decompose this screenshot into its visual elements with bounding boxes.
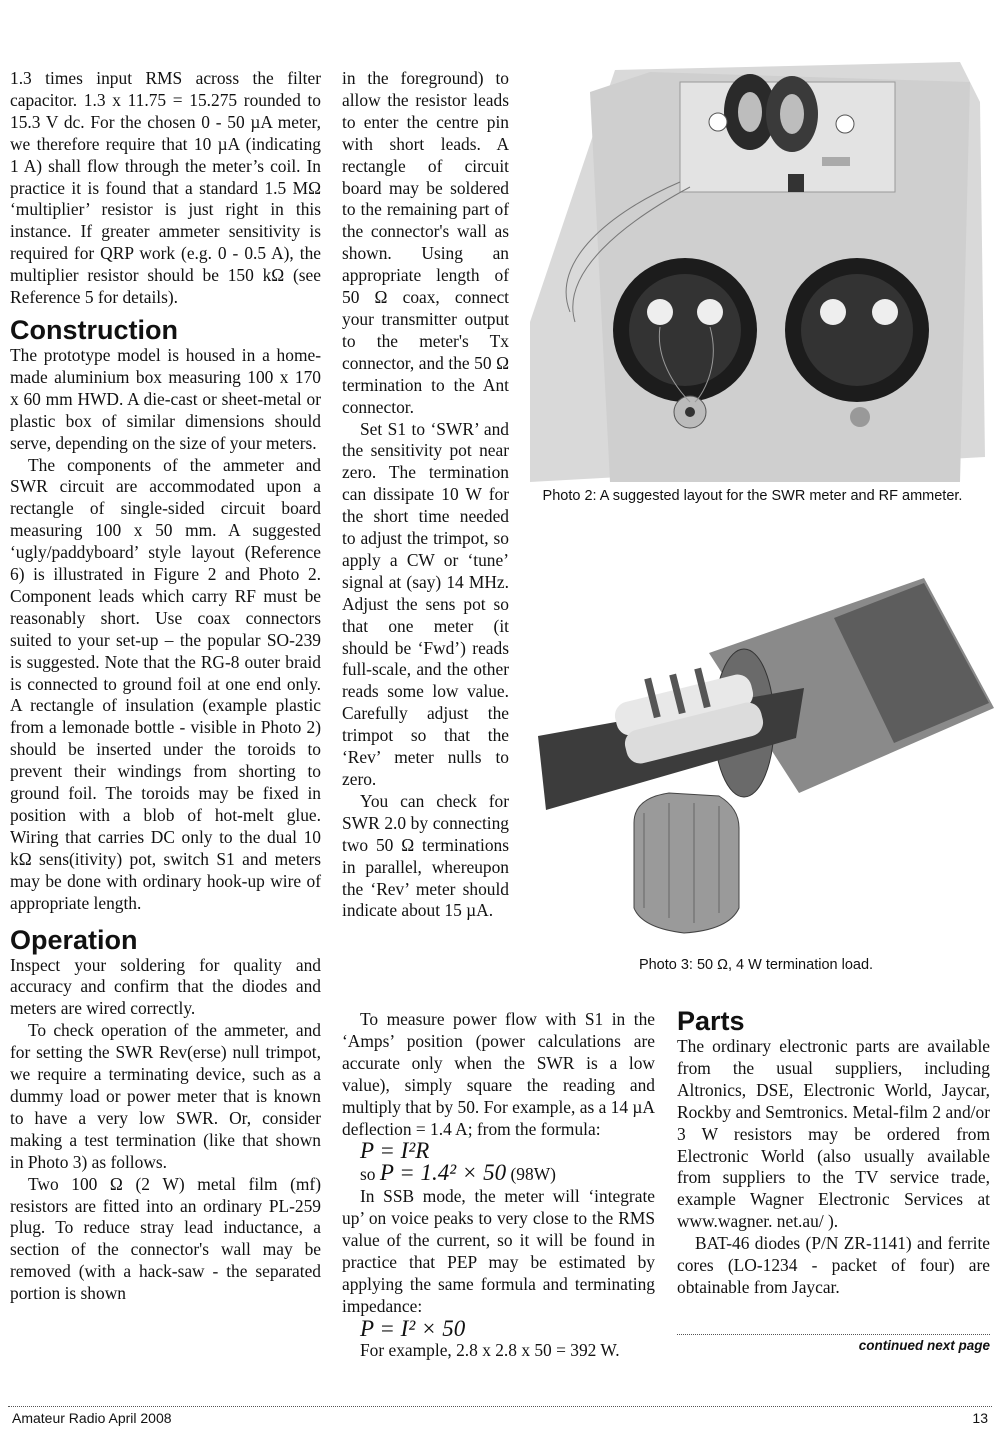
paragraph-construction-1: The prototype model is housed in a home-made aluminium box measuring 100 x 170 x 60 mm HWD. A die-cast or sheet-metal or plastic box of similar dimensions should serve, depending on the size of your meters. (10, 344, 321, 453)
heading-parts: Parts (677, 1006, 745, 1036)
paragraph-continued: in the foreground) to allow the resistor leads to enter the centre pin with short leads. A rectangle of circuit board may be soldered to the remaining part of the connector's wall as shown. Using an appropriate length of 50 Ω coax, connect your transmitter output to the meter's Tx connector, and the 50 Ω termination to the Ant connector. (342, 68, 509, 417)
equation-power-1: P = I²R (360, 1138, 430, 1164)
heading-construction: Construction (10, 314, 178, 345)
equation-formula: P = 1.4² × 50 (379, 1160, 507, 1186)
paragraph-parts-2: BAT-46 diodes (P/N ZR-1141) and ferrite cores (LO-1234 - packet of four) are obtainable from Jaycar. (677, 1233, 990, 1297)
column-3 (677, 1006, 990, 1299)
paragraph-construction-2: The components of the ammeter and SWR circuit are accommodated upon a rectangle of single-sided circuit board measuring 100 x 50 mm. A suggested ‘ugly/paddyboard’ style layout (Reference 6) is illustrated in Figure 2 and Photo 2. Component leads which carry RF must be reasonably short. Use coax connectors suited to your set-up – the popular SO-239 is suggested. Note that the RG-8 outer braid is connected to ground foil at one end only. A rectangle of insulation (example plastic from a lemonade bottle - visible in Photo 2) should be inserted under the toroids to prevent their windings from shorting to ground foil. The toroids may be fixed in position with a blob of hot-melt glue. Wiring that carries DC only to the dual 10 kΩ sens(itivity) pot, switch S1 and meters may be done with ordinary hook-up wire of appropriate length. (10, 454, 321, 913)
photo-3-termination-load (534, 578, 994, 950)
footer-page-number: 13 (972, 1410, 988, 1426)
paragraph-ssb-mode: In SSB mode, the meter will ‘integrate up’ on voice peaks to very close to the RMS value of the current, so it will be found in practice that PEP may be estimated by applying the same formula and terminating impedance: (342, 1186, 655, 1316)
photo-2-caption: Photo 2: A suggested layout for the SWR meter and RF ammeter. (542, 488, 963, 504)
equation-result: (98W) (510, 1164, 556, 1185)
photo-2-swr-meter-layout (530, 62, 992, 482)
paragraph-operation-2: To check operation of the ammeter, and for setting the SWR Rev(erse) null trimpot, we require a terminating device, such as a dummy load or power meter that is known to have a very low SWR. Or, consider making a test termination (like that shown in Photo 3) as follows. (10, 1020, 321, 1172)
paragraph-parts-1: The ordinary electronic parts are available from the usual suppliers, including Altronics, DSE, Electronic World, Jaycar, Rockby and Semtronics. Metal-film 2 and/or 3 W resistors may be ordered from Electronic World (also usually available from suppliers to the TV service trade, example Wagner Electronic Services at www.wagner. net.au/ ). (677, 1036, 990, 1232)
paragraph-example: For example, 2.8 x 2.8 x 50 = 392 W. (360, 1339, 620, 1360)
column-1 (10, 68, 321, 1305)
paragraph-measure-power: To measure power flow with S1 in the ‘Amps’ position (power calculations are accurate only when the SWR is a low value), simply square the reading and multiply that by 50. For example, as a 14 µA deflection = 1.4 A; from the formula: (342, 1009, 655, 1139)
continued-rule (677, 1334, 990, 1335)
paragraph-set-s1: Set S1 to ‘SWR’ and the sensitivity pot near zero. The termination can dissipate 10 W for the short time needed to adjust the trimpot, so apply a CW or ‘tune’ signal at (say) 14 MHz. Adjust the sens pot so that one meter (it should be ‘Fwd’) reads full-scale, and the other reads some low value. Carefully adjust the trimpot so that the ‘Rev’ meter nulls to zero. (342, 418, 509, 789)
heading-operation: Operation (10, 924, 138, 955)
photo-3-caption: Photo 3: 50 Ω, 4 W termination load. (638, 957, 874, 973)
equation-power-3: P = I² × 50 (360, 1315, 466, 1341)
footer-rule (8, 1406, 992, 1407)
photo-2-image (530, 62, 992, 482)
paragraph-operation-3: Two 100 Ω (2 W) metal film (mf) resistors are fitted into an ordinary PL-259 plug. To reduce stray lead inductance, a section of the connector's wall may be removed (with a hack-saw - the separated portion is shown (10, 1173, 321, 1304)
continued-next-page: continued next page (858, 1338, 990, 1353)
column-2 (342, 68, 509, 922)
column-2-lower (342, 1009, 655, 1362)
paragraph-check-swr: You can check for SWR 2.0 by connecting two 50 Ω terminations in parallel, whereupon the ‘Rev’ meter should indicate about 15 µA. (342, 790, 509, 921)
footer-publication: Amateur Radio April 2008 (12, 1410, 172, 1426)
equation-power-2 (342, 1162, 655, 1186)
equation-prefix: so (360, 1164, 376, 1185)
paragraph-operation-1: Inspect your soldering for quality and accuracy and confirm that the diodes and meters are wired correctly. (10, 954, 321, 1019)
paragraph-intro: 1.3 times input RMS across the filter capacitor. 1.3 x 11.75 = 15.275 rounded to 15.3 V dc. For the chosen 0 - 50 µA meter, we therefore require that 10 µA (indicating 1 A) shall flow through the meter’s coil. In practice it is found that a standard 1.5 MΩ ‘multiplier’ resistor is just right in this instance. If greater ammeter sensitivity is required for QRP work (e.g. 0 - 0.5 A), the multiplier resistor should be 150 kΩ (see Reference 5 for details). (10, 68, 321, 308)
photo-3-image (534, 578, 994, 950)
